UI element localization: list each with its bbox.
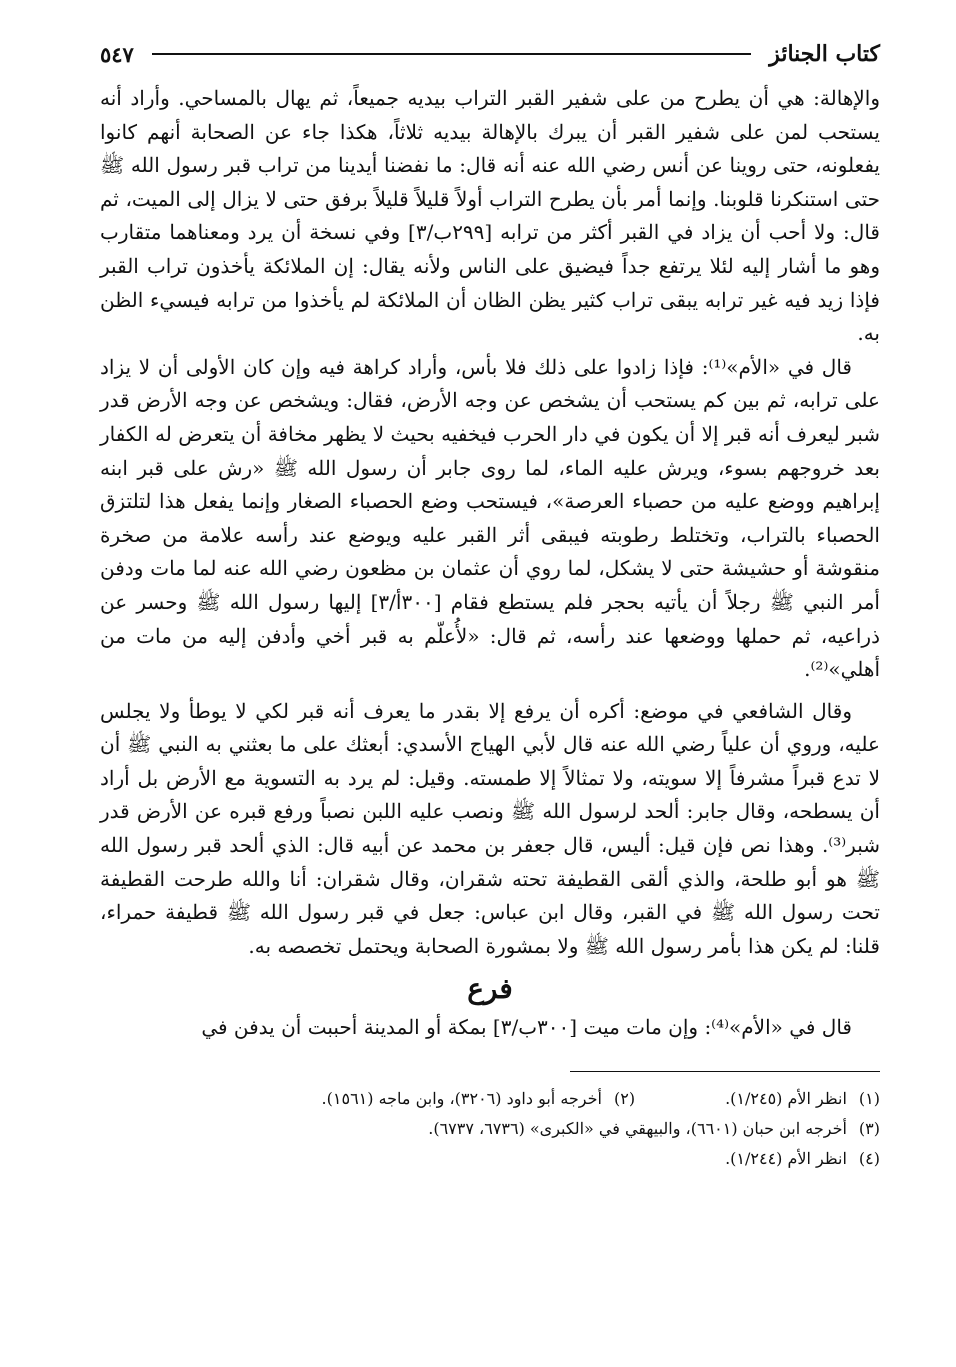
section-paragraph: قال في «الأم»⁽⁴⁾: وإن مات ميت [٣٠٠ب/٣] بمكة أو المدينة أحببت أن يدفن في: [201, 1015, 852, 1040]
footnote-row: [100, 1114, 880, 1144]
running-header: [100, 32, 880, 76]
main-text: [100, 82, 880, 1045]
footnote-divider: [570, 1071, 880, 1072]
book-page: [100, 32, 880, 1342]
footnotes: [100, 1084, 880, 1174]
footnote-4: [725, 1144, 880, 1174]
footnote-number: (٢): [613, 1089, 636, 1109]
footnote-text: انظر الأم (١/٢٤٤).: [725, 1149, 847, 1169]
footnote-text: انظر الأم (١/٢٤٥).: [725, 1089, 847, 1109]
paragraph-1: والإهالة: هي أن يطرح من على شفير القبر التراب بيديه جميعاً، ثم يهال بالمساحي. وأراد أنه يستحب لمن على شفير القبر أن يبرك بالإهالة بيديه ثلاثاً، هكذا جاء عن الصحابة أنهم كانوا يفعلونه، حتى روينا عن أنس رضي الله عنه أنه قال: ما نفضنا أيدينا من تراب قبر رسول الله ﷺ حتى استنكرنا قلوبنا. وإنما أمر بأن يطرح التراب أولاً قليلاً قليلاً برفق حتى لا يزال إلى الميت، ثم قال: ولا أحب أن يزاد في القبر أكثر من ترابه [٢٩٩ب/٣] وفي نسخة أن يرد ومعناهما متقارب وهو ما أشار إليه لئلا يرتفع جداً فيضيق على الناس ولأنه يقال: إن الملائكة يأخذون تراب القبر فإذا زيد فيه غير ترابه يبقى تراب كثير يظن الظان أن الملائكة لم يأخذوا من ترابه فيسيء الظن به.: [100, 86, 880, 346]
footnote-number: (١): [858, 1089, 880, 1109]
header-divider: [152, 53, 751, 55]
footnote-row: [100, 1144, 880, 1174]
section-heading: فرع: [467, 972, 513, 1006]
footnote-row: [100, 1084, 880, 1114]
footnote-number: (٤): [858, 1149, 880, 1169]
footnote-3: [428, 1114, 880, 1144]
footnote-1: [725, 1084, 880, 1114]
footnote-text: أخرجه ابن حبان (٦٦٠١)، والبيهقي في «الكبرى» (٦٧٣٦، ٦٧٣٧).: [428, 1119, 847, 1139]
paragraph-2: قال في «الأم»⁽¹⁾: فإذا زادوا على ذلك فلا بأس، وأراد كراهة فيه وإن كان الأولى أن لا يزاد على ترابه، ثم بين كم يستحب أن يشخص عن وجه الأرض، فقال: ويشخص عن وجه الأرض قدر شبر ليعرف أنه قبر إلا أن يكون في دار الحرب فيخفيه بحيث لا يظهر مخافة أن يتعرض له الكفار بعد خروجهم بسوء، ويرش عليه الماء، لما روى جابر أن رسول الله ﷺ «رش على قبر ابنه إبراهيم ووضع عليه من حصباء العرصة»، فيستحب وضع الحصباء الصغار وإنما يفعل هذا لتلتزق الحصباء بالتراب، وتختلط رطوبته فيبقى أثر القبر عليه ويوضع عند رأسه علامة من صخرة منقوشة أو حشيشة حتى لا يشكل، لما روي أن عثمان بن مظعون رضي الله عنه لما مات ودفن أمر النبي ﷺ رجلاً أن يأتيه بحجر فلم يستطع فقام [٣٠٠أ/٣] إليها رسول الله ﷺ وحسر عن ذراعيه، ثم حملها ووضعها عند رأسه، ثم قال: «لأُعلّم به قبر أخي وأدفن إليه من مات من أهلي»⁽²⁾.: [100, 354, 880, 682]
page-number: ٥٤٧: [100, 41, 134, 67]
footnote-number: (٣): [858, 1119, 880, 1139]
footnote-text: أخرجه أبو داود (٣٢٠٦)، وابن ماجه (١٥٦١).: [321, 1089, 602, 1109]
paragraph-3: وقال الشافعي في موضع: أكره أن يرفع إلا بقدر ما يعرف أنه قبر لكي لا يوطأ ولا يجلس عليه، وروي أن علياً رضي الله عنه قال لأبي الهياج الأسدي: أبعثك على ما بعثني به النبي ﷺ أن لا تدع قبراً مشرفاً إلا سويته، ولا تمثالاً إلا طمسته. وقيل: لم يرد به التسوية مع الأرض بل أراد أن يسطحه، وقال جابر: ألحد لرسول الله ﷺ ونصب عليه اللبن نصباً ورفع قبره عن الأرض قدر شبر⁽³⁾. وهذا نص فإن قيل: أليس، قال جعفر بن محمد عن أبيه قال: الذي ألحد قبر رسول الله ﷺ هو أبو طلحة، والذي ألقى القطيفة تحته شقران، وقال شقران: أنا والله طرحت القطيفة تحت رسول الله ﷺ في القبر، وقال ابن عباس: جعل في قبر رسول الله ﷺ قطيفة حمراء، قلنا: لم يكن هذا بأمر رسول الله ﷺ ولا بمشورة الصحابة ويحتمل تخصصه به.: [100, 698, 881, 958]
footnote-2: [322, 1084, 636, 1114]
chapter-title: كتاب الجنائز: [769, 41, 880, 67]
